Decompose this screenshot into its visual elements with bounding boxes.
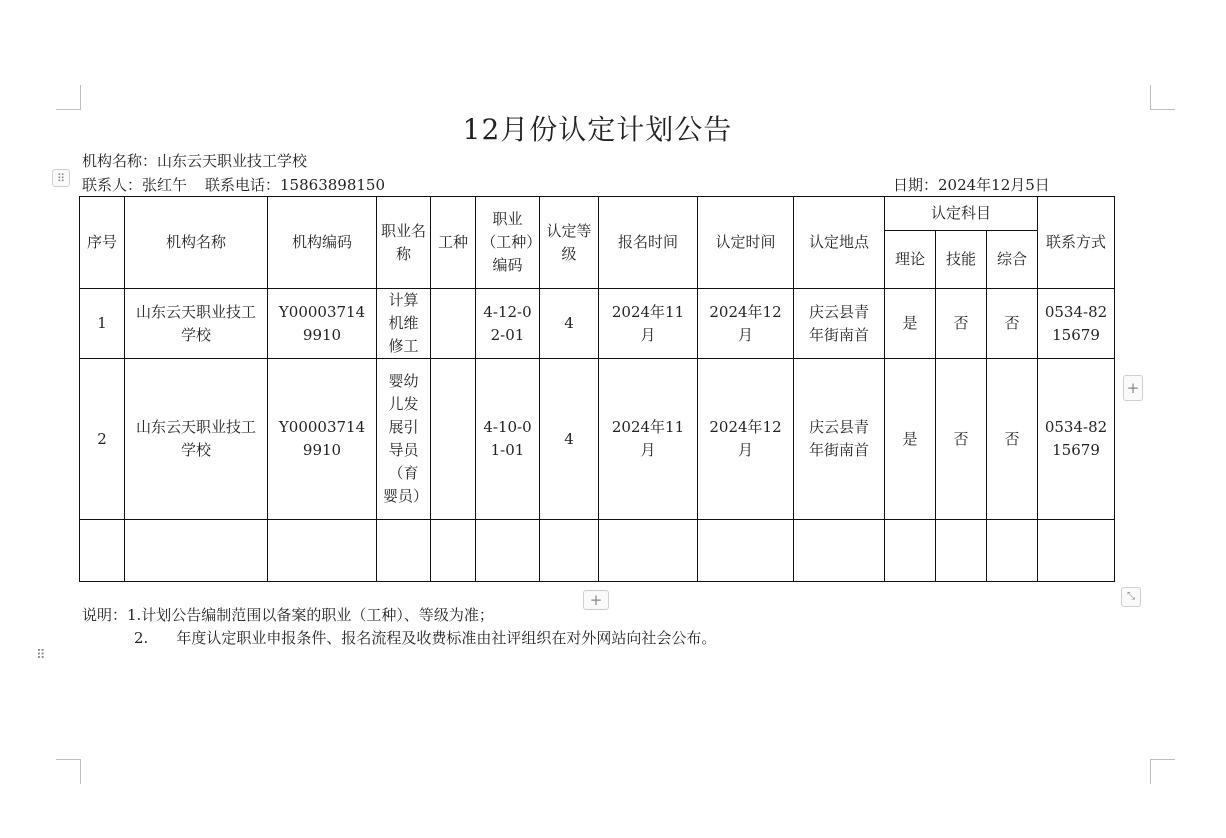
table-move-handle-icon[interactable]: ⠿ <box>52 169 70 187</box>
table-cell-empty[interactable] <box>476 520 540 582</box>
contact-phone: 联系电话：15863898150 <box>205 176 385 194</box>
cell-skill: 否 <box>936 289 987 359</box>
header-signup-time: 报名时间 <box>599 197 698 289</box>
contact-line <box>82 175 385 195</box>
table-row-empty <box>80 520 1115 582</box>
cell-skill: 否 <box>936 359 987 520</box>
cell-comprehensive: 否 <box>987 359 1038 520</box>
cell-seq: 2 <box>80 359 125 520</box>
cell-job-name: 婴幼儿发展引导员（育婴员） <box>377 359 431 520</box>
table-cell-empty[interactable] <box>431 520 476 582</box>
header-level: 认定等级 <box>540 197 599 289</box>
table-cell-empty[interactable] <box>885 520 936 582</box>
certification-plan-table <box>79 196 1115 582</box>
document-date: 日期：2024年12月5日 <box>893 176 1050 194</box>
table-header-row <box>80 197 1115 231</box>
table-cell-empty[interactable] <box>794 520 885 582</box>
note-line-2-number: 2. <box>134 629 149 647</box>
cell-job-type <box>431 359 476 520</box>
cell-location: 庆云县青年街南首 <box>794 359 885 520</box>
cell-signup-time: 2024年11月 <box>599 289 698 359</box>
header-contact: 联系方式 <box>1038 197 1115 289</box>
table-resize-icon[interactable]: ⤡ <box>1121 587 1141 607</box>
header-job-code: 职业（工种）编码 <box>476 197 540 289</box>
cell-org-code: Y000037149910 <box>268 359 377 520</box>
cell-theory: 是 <box>885 289 936 359</box>
add-row-icon[interactable]: + <box>583 590 609 610</box>
header-location: 认定地点 <box>794 197 885 289</box>
cell-contact: 0534-8215679 <box>1038 289 1115 359</box>
table-cell-empty[interactable] <box>80 520 125 582</box>
table-cell-empty[interactable] <box>599 520 698 582</box>
cell-signup-time: 2024年11月 <box>599 359 698 520</box>
header-job-type: 工种 <box>431 197 476 289</box>
cell-exam-time: 2024年12月 <box>698 359 794 520</box>
cell-comprehensive: 否 <box>987 289 1038 359</box>
contact-person: 联系人：张红午 <box>82 176 188 194</box>
table-cell-empty[interactable] <box>987 520 1038 582</box>
header-skill: 技能 <box>936 231 987 289</box>
document-title: 12月份认定计划公告 <box>462 113 733 146</box>
table-cell-empty[interactable] <box>1038 520 1115 582</box>
header-theory: 理论 <box>885 231 936 289</box>
note-line-1: 说明：1.计划公告编制范围以备案的职业（工种）、等级为准； <box>82 606 494 624</box>
header-org-name: 机构名称 <box>125 197 268 289</box>
cell-job-name: 计算机维修工 <box>377 289 431 359</box>
table-cell-empty[interactable] <box>268 520 377 582</box>
header-subjects: 认定科目 <box>885 197 1038 231</box>
header-exam-time: 认定时间 <box>698 197 794 289</box>
cell-level: 4 <box>540 289 599 359</box>
cell-job-code: 4-12-02-01 <box>476 289 540 359</box>
paragraph-drag-handle-icon[interactable]: ⠿ <box>36 648 46 663</box>
cell-job-type <box>431 289 476 359</box>
note-line-2 <box>134 627 716 649</box>
table-cell-empty[interactable] <box>540 520 599 582</box>
header-comprehensive: 综合 <box>987 231 1038 289</box>
cell-org-code: Y000037149910 <box>268 289 377 359</box>
cell-level: 4 <box>540 359 599 520</box>
header-seq: 序号 <box>80 197 125 289</box>
header-org-code: 机构编码 <box>268 197 377 289</box>
cell-exam-time: 2024年12月 <box>698 289 794 359</box>
cell-org-name: 山东云天职业技工学校 <box>125 289 268 359</box>
header-job-name: 职业名称 <box>377 197 431 289</box>
cell-theory: 是 <box>885 359 936 520</box>
add-column-icon[interactable]: + <box>1123 375 1143 401</box>
table-cell-empty[interactable] <box>125 520 268 582</box>
table-row <box>80 359 1115 520</box>
table-row <box>80 289 1115 359</box>
page-corner-mark <box>56 85 81 110</box>
page-corner-mark <box>56 759 81 784</box>
table-cell-empty[interactable] <box>936 520 987 582</box>
page-corner-mark <box>1150 85 1175 110</box>
cell-contact: 0534-8215679 <box>1038 359 1115 520</box>
table-cell-empty[interactable] <box>698 520 794 582</box>
table-cell-empty[interactable] <box>377 520 431 582</box>
note-line-2-text: 年度认定职业申报条件、报名流程及收费标准由社评组织在对外网站向社会公布。 <box>176 629 717 647</box>
cell-job-code: 4-10-01-01 <box>476 359 540 520</box>
cell-location: 庆云县青年街南首 <box>794 289 885 359</box>
cell-org-name: 山东云天职业技工学校 <box>125 359 268 520</box>
institution-name-line: 机构名称：山东云天职业技工学校 <box>82 152 308 170</box>
cell-seq: 1 <box>80 289 125 359</box>
page-corner-mark <box>1150 759 1175 784</box>
